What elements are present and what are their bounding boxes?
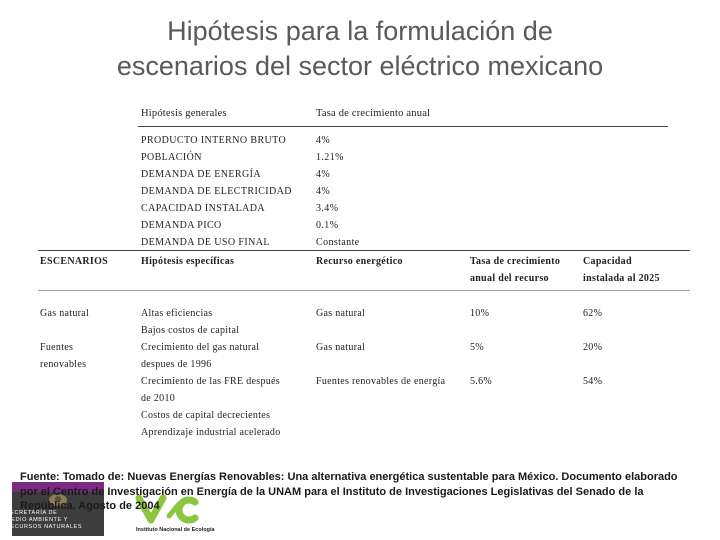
scenario-rate: 5.6% xyxy=(470,376,493,387)
general-header-hypotheses: Hipótesis generales xyxy=(141,108,227,119)
scenario-hypothesis: de 2010 xyxy=(141,393,176,404)
general-row-label: DEMANDA DE ENERGÍA xyxy=(141,169,261,180)
general-row-value: 1.21% xyxy=(316,152,344,163)
semarnat-text-line: SECRETARÍA DE xyxy=(6,510,58,516)
source-note: Fuente: Tomado de: Nuevas Energías Renovables: Una alternativa energética sustentable para México. Documento elaborado por el Centro de Investigación en Energía de la UNAM para el Instituto de Investigaciones Legislativas del Senado de la República. Agosto de 2004 xyxy=(20,471,678,512)
general-row-label: DEMANDA DE USO FINAL xyxy=(141,237,270,248)
general-row-label: DEMANDA DE ELECTRICIDAD xyxy=(141,186,292,197)
scenario-capacity: 62% xyxy=(583,308,603,319)
semarnat-text-line: RECURSOS NATURALES xyxy=(6,524,83,530)
scenario-capacity: 20% xyxy=(583,342,603,353)
scenarios-header-capacity-l2: instalada al 2025 xyxy=(583,273,660,284)
general-row-value: 0.1% xyxy=(316,220,339,231)
scenario-hypothesis: Altas eficiencias xyxy=(141,308,213,319)
scenario-hypothesis: Aprendizaje industrial acelerado xyxy=(141,427,281,438)
scenarios-header-hypotheses: Hipótesis específicas xyxy=(141,256,235,267)
scenario-name-l1: Fuentes xyxy=(40,342,74,353)
general-row-value: 4% xyxy=(316,169,331,180)
scenario-hypothesis: Crecimiento del gas natural xyxy=(141,342,260,353)
scenario-rate: 5% xyxy=(470,342,484,353)
general-header-rule xyxy=(138,126,668,127)
scenario-resource: Fuentes renovables de energía xyxy=(316,376,446,387)
general-row-label: DEMANDA PICO xyxy=(141,220,222,231)
ine-label: Instituto Nacional de Ecología xyxy=(136,527,215,533)
semarnat-text-line: MEDIO AMBIENTE Y xyxy=(6,517,69,523)
scenarios-top-rule xyxy=(38,250,690,251)
slide-title xyxy=(0,14,720,84)
title-line-1: Hipótesis para la formulación de xyxy=(167,16,553,46)
scenarios-header-capacity-l1: Capacidad xyxy=(583,256,632,267)
general-row-label: CAPACIDAD INSTALADA xyxy=(141,203,265,214)
scenario-rate: 10% xyxy=(470,308,490,319)
scenarios-header-rule xyxy=(38,290,690,291)
general-row-value: 4% xyxy=(316,186,331,197)
general-row-label: PRODUCTO INTERNO BRUTO xyxy=(141,135,287,146)
scenario-resource: Gas natural xyxy=(316,308,366,319)
scenarios-header-rate-l1: Tasa de crecimiento xyxy=(470,256,561,267)
general-row-value: 3.4% xyxy=(316,203,339,214)
scenario-hypothesis: Bajos costos de capital xyxy=(141,325,240,336)
scenario-hypothesis: Crecimiento de las FRE después xyxy=(141,376,280,387)
scenario-hypothesis: Costos de capital decrecientes xyxy=(141,410,271,421)
scenario-name: Gas natural xyxy=(40,308,90,319)
title-line-2: escenarios del sector eléctrico mexicano xyxy=(116,51,604,81)
general-row-value: 4% xyxy=(316,135,331,146)
general-row-label: POBLACIÓN xyxy=(141,152,202,163)
scenarios-header-resource: Recurso energético xyxy=(316,256,403,267)
scenario-name-l2: renovables xyxy=(40,359,87,370)
general-header-rate: Tasa de crecimiento anual xyxy=(316,108,431,119)
scenarios-header-rate-l2: anual del recurso xyxy=(470,273,549,284)
scenario-hypothesis: despues de 1996 xyxy=(141,359,212,370)
general-row-value: Constante xyxy=(316,237,360,248)
scenario-resource: Gas natural xyxy=(316,342,366,353)
scenarios-header-escenarios: ESCENARIOS xyxy=(40,256,109,267)
scenario-capacity: 54% xyxy=(583,376,603,387)
